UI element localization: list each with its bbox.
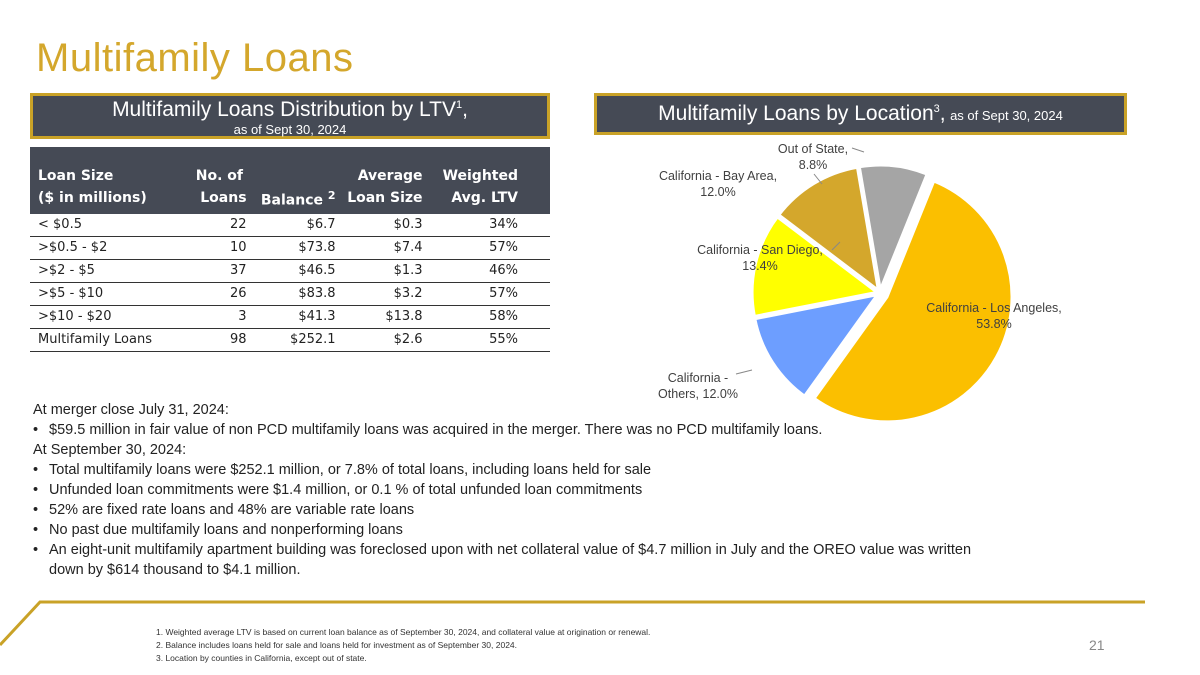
table-cell: 10: [182, 236, 251, 259]
table-row: [30, 236, 550, 259]
table-cell: $46.5: [251, 259, 340, 282]
location-section-header: [594, 93, 1127, 135]
ltv-header-date: as of Sept 30, 2024: [233, 122, 347, 137]
table-cell: >$0.5 - $2: [30, 236, 182, 259]
table-cell: < $0.5: [30, 214, 182, 237]
table-cell: $83.8: [251, 282, 340, 305]
footnote: 2. Balance includes loans held for sale and loans held for investment as of September 30, 2024.: [156, 640, 518, 650]
table-cell: 22: [182, 214, 251, 237]
location-pie-chart: [600, 138, 1160, 430]
table-cell: 55%: [427, 328, 550, 351]
ltv-header-title: Multifamily Loans Distribution by LTV$^1$,: [112, 98, 468, 121]
location-header-title: Multifamily Loans by Location$^3$,: [658, 102, 946, 125]
table-cell: 57%: [427, 236, 550, 259]
footnotes: [156, 626, 650, 665]
page-number: 21: [1089, 637, 1105, 653]
footnote: 3. Location by counties in California, except out of state.: [156, 653, 367, 663]
table-cell: 58%: [427, 305, 550, 328]
column-header: Avg. LTV: [451, 189, 518, 206]
pie-leader-line: [852, 148, 864, 152]
table-cell: 26: [182, 282, 251, 305]
table-cell: $2.6: [340, 328, 427, 351]
ltv-table: [30, 147, 550, 352]
table-cell: $6.7: [251, 214, 340, 237]
table-cell: $252.1: [251, 328, 340, 351]
table-row: [30, 259, 550, 282]
table-cell: 98: [182, 328, 251, 351]
table-header-row: [30, 147, 550, 186]
column-header: Average: [357, 168, 423, 184]
footnote: 1. Weighted average LTV is based on current loan balance as of September 30, 2024, and collateral value at origination or renewal.: [156, 627, 651, 637]
table-cell: >$2 - $5: [30, 259, 182, 282]
pie-data-label: Out of State, 8.8%: [777, 142, 849, 172]
column-header: No. of: [195, 168, 243, 184]
table-cell: 37: [182, 259, 251, 282]
commentary: [33, 400, 973, 580]
table-cell: 46%: [427, 259, 550, 282]
list-item: • $59.5 million in fair value of non PCD multifamily loans was acquired in the merger. There was no PCD multifamily loans.: [33, 420, 973, 440]
table-cell: Multifamily Loans: [30, 328, 182, 351]
merger-heading: At merger close July 31, 2024:: [33, 402, 229, 418]
column-header: Loans: [200, 189, 247, 206]
table-cell: >$10 - $20: [30, 305, 182, 328]
list-item: • An eight-unit multifamily apartment building was foreclosed upon with net collateral value of $4.7 million in July and the OREO value was written down by $614 thousand to $4.1 million.: [33, 540, 973, 580]
location-header-date: as of Sept 30, 2024: [950, 108, 1063, 123]
list-item: • No past due multifamily loans and nonperforming loans: [33, 520, 973, 540]
pie-data-label: California - Los Angeles, 53.8%: [926, 301, 1062, 331]
table-cell: 34%: [427, 214, 550, 237]
column-header: Loan Size: [347, 189, 423, 206]
merger-bullet-list: [33, 420, 973, 440]
table-total-row: [30, 328, 550, 351]
table-cell: $1.3: [340, 259, 427, 282]
list-item: • 52% are fixed rate loans and 48% are variable rate loans: [33, 500, 973, 520]
table-cell: $3.2: [340, 282, 427, 305]
sept-heading: At September 30, 2024:: [33, 442, 187, 458]
table-cell: >$5 - $10: [30, 282, 182, 305]
table-row: [30, 282, 550, 305]
page-title: Multifamily Loans: [36, 36, 354, 80]
column-header: Weighted: [442, 168, 518, 184]
ltv-section-header: [30, 93, 550, 139]
column-header: [251, 147, 340, 186]
table-cell: $41.3: [251, 305, 340, 328]
pie-data-label: California - San Diego, 13.4%: [697, 243, 823, 273]
list-item: • Unfunded loan commitments were $1.4 million, or 0.1 % of total unfunded loan commitments: [33, 480, 973, 500]
table-cell: 3: [182, 305, 251, 328]
table-row: [30, 305, 550, 328]
table-header-row: [30, 186, 550, 214]
list-item: • Total multifamily loans were $252.1 million, or 7.8% of total loans, including loans held for sale: [33, 460, 973, 480]
table-cell: $7.4: [340, 236, 427, 259]
table-cell: $0.3: [340, 214, 427, 237]
table-cell: 57%: [427, 282, 550, 305]
column-header: ($ in millions): [38, 189, 147, 206]
column-header: Loan Size: [38, 168, 114, 184]
pie-leader-line: [736, 370, 752, 374]
table-cell: $13.8: [340, 305, 427, 328]
pie-data-label: California -Others, 12.0%: [658, 371, 738, 401]
pie-data-label: California - Bay Area, 12.0%: [658, 169, 778, 199]
table-cell: $73.8: [251, 236, 340, 259]
table-row: [30, 214, 550, 237]
column-header: Balance $^2$: [260, 189, 336, 209]
sept-bullet-list: [33, 460, 973, 580]
